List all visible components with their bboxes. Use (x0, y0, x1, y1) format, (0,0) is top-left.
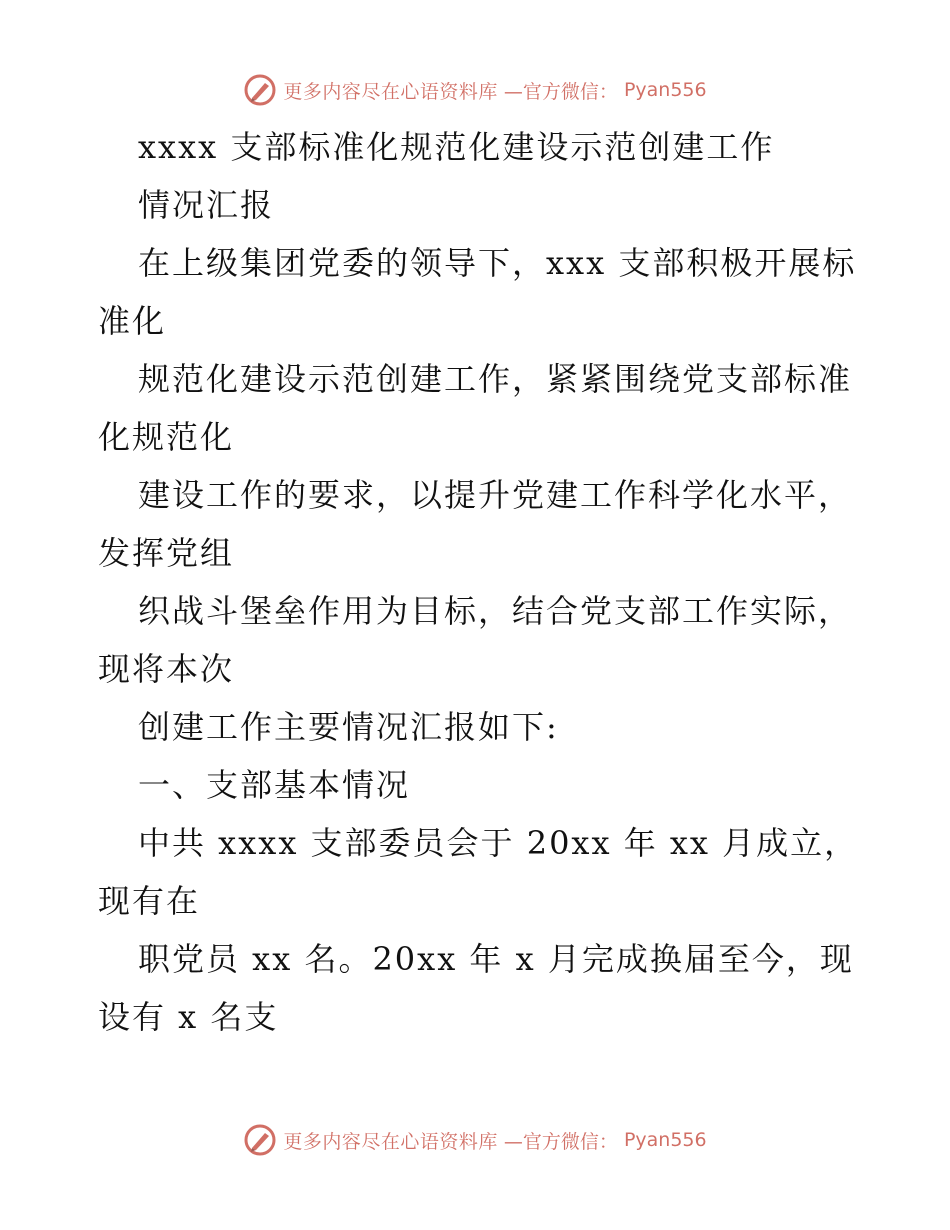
watermark-wechat-id: Pyan556 (623, 79, 707, 101)
paragraph-line: 设有 x 名支 (98, 998, 279, 1036)
document-title-line-1: xxxx 支部标准化规范化建设示范创建工作 (138, 128, 775, 166)
section-heading: 一、支部基本情况 (138, 766, 411, 804)
paragraph-line: 发挥党组 (98, 534, 235, 572)
paragraph-line: 规范化建设示范创建工作，紧紧围绕党支部标准 (138, 360, 853, 398)
paragraph-line: 准化 (98, 302, 167, 340)
watermark-text: 更多内容尽在心语资料库 (283, 1130, 498, 1153)
paragraph-line: 职党员 xx 名。20xx 年 x 月完成换届至今，现 (138, 940, 854, 978)
watermark-separator: —官方微信： (503, 80, 618, 103)
paragraph-line: 中共 xxxx 支部委员会于 20xx 年 xx 月成立， (138, 824, 859, 862)
paragraph-line: 在上级集团党委的领导下，xxx 支部积极开展标 (138, 244, 857, 282)
paragraph-line: 创建工作主要情况汇报如下: (138, 708, 559, 746)
paragraph-line: 织战斗堡垒作用为目标，结合党支部工作实际， (138, 592, 853, 630)
paragraph-line: 建设工作的要求，以提升党建工作科学化水平， (138, 476, 853, 514)
document-title-line-2: 情况汇报 (138, 186, 275, 224)
document-body (98, 118, 898, 1046)
watermark-wechat-id: Pyan556 (623, 1129, 707, 1151)
watermark-footer (0, 1120, 950, 1160)
watermark-header (0, 70, 950, 110)
paragraph-line: 现将本次 (98, 650, 235, 688)
pen-logo-icon (243, 1123, 277, 1157)
watermark-separator: —官方微信： (503, 1130, 618, 1153)
paragraph-line: 化规范化 (98, 418, 235, 456)
pen-logo-icon (243, 73, 277, 107)
watermark-text: 更多内容尽在心语资料库 (283, 80, 498, 103)
paragraph-line: 现有在 (98, 882, 201, 920)
